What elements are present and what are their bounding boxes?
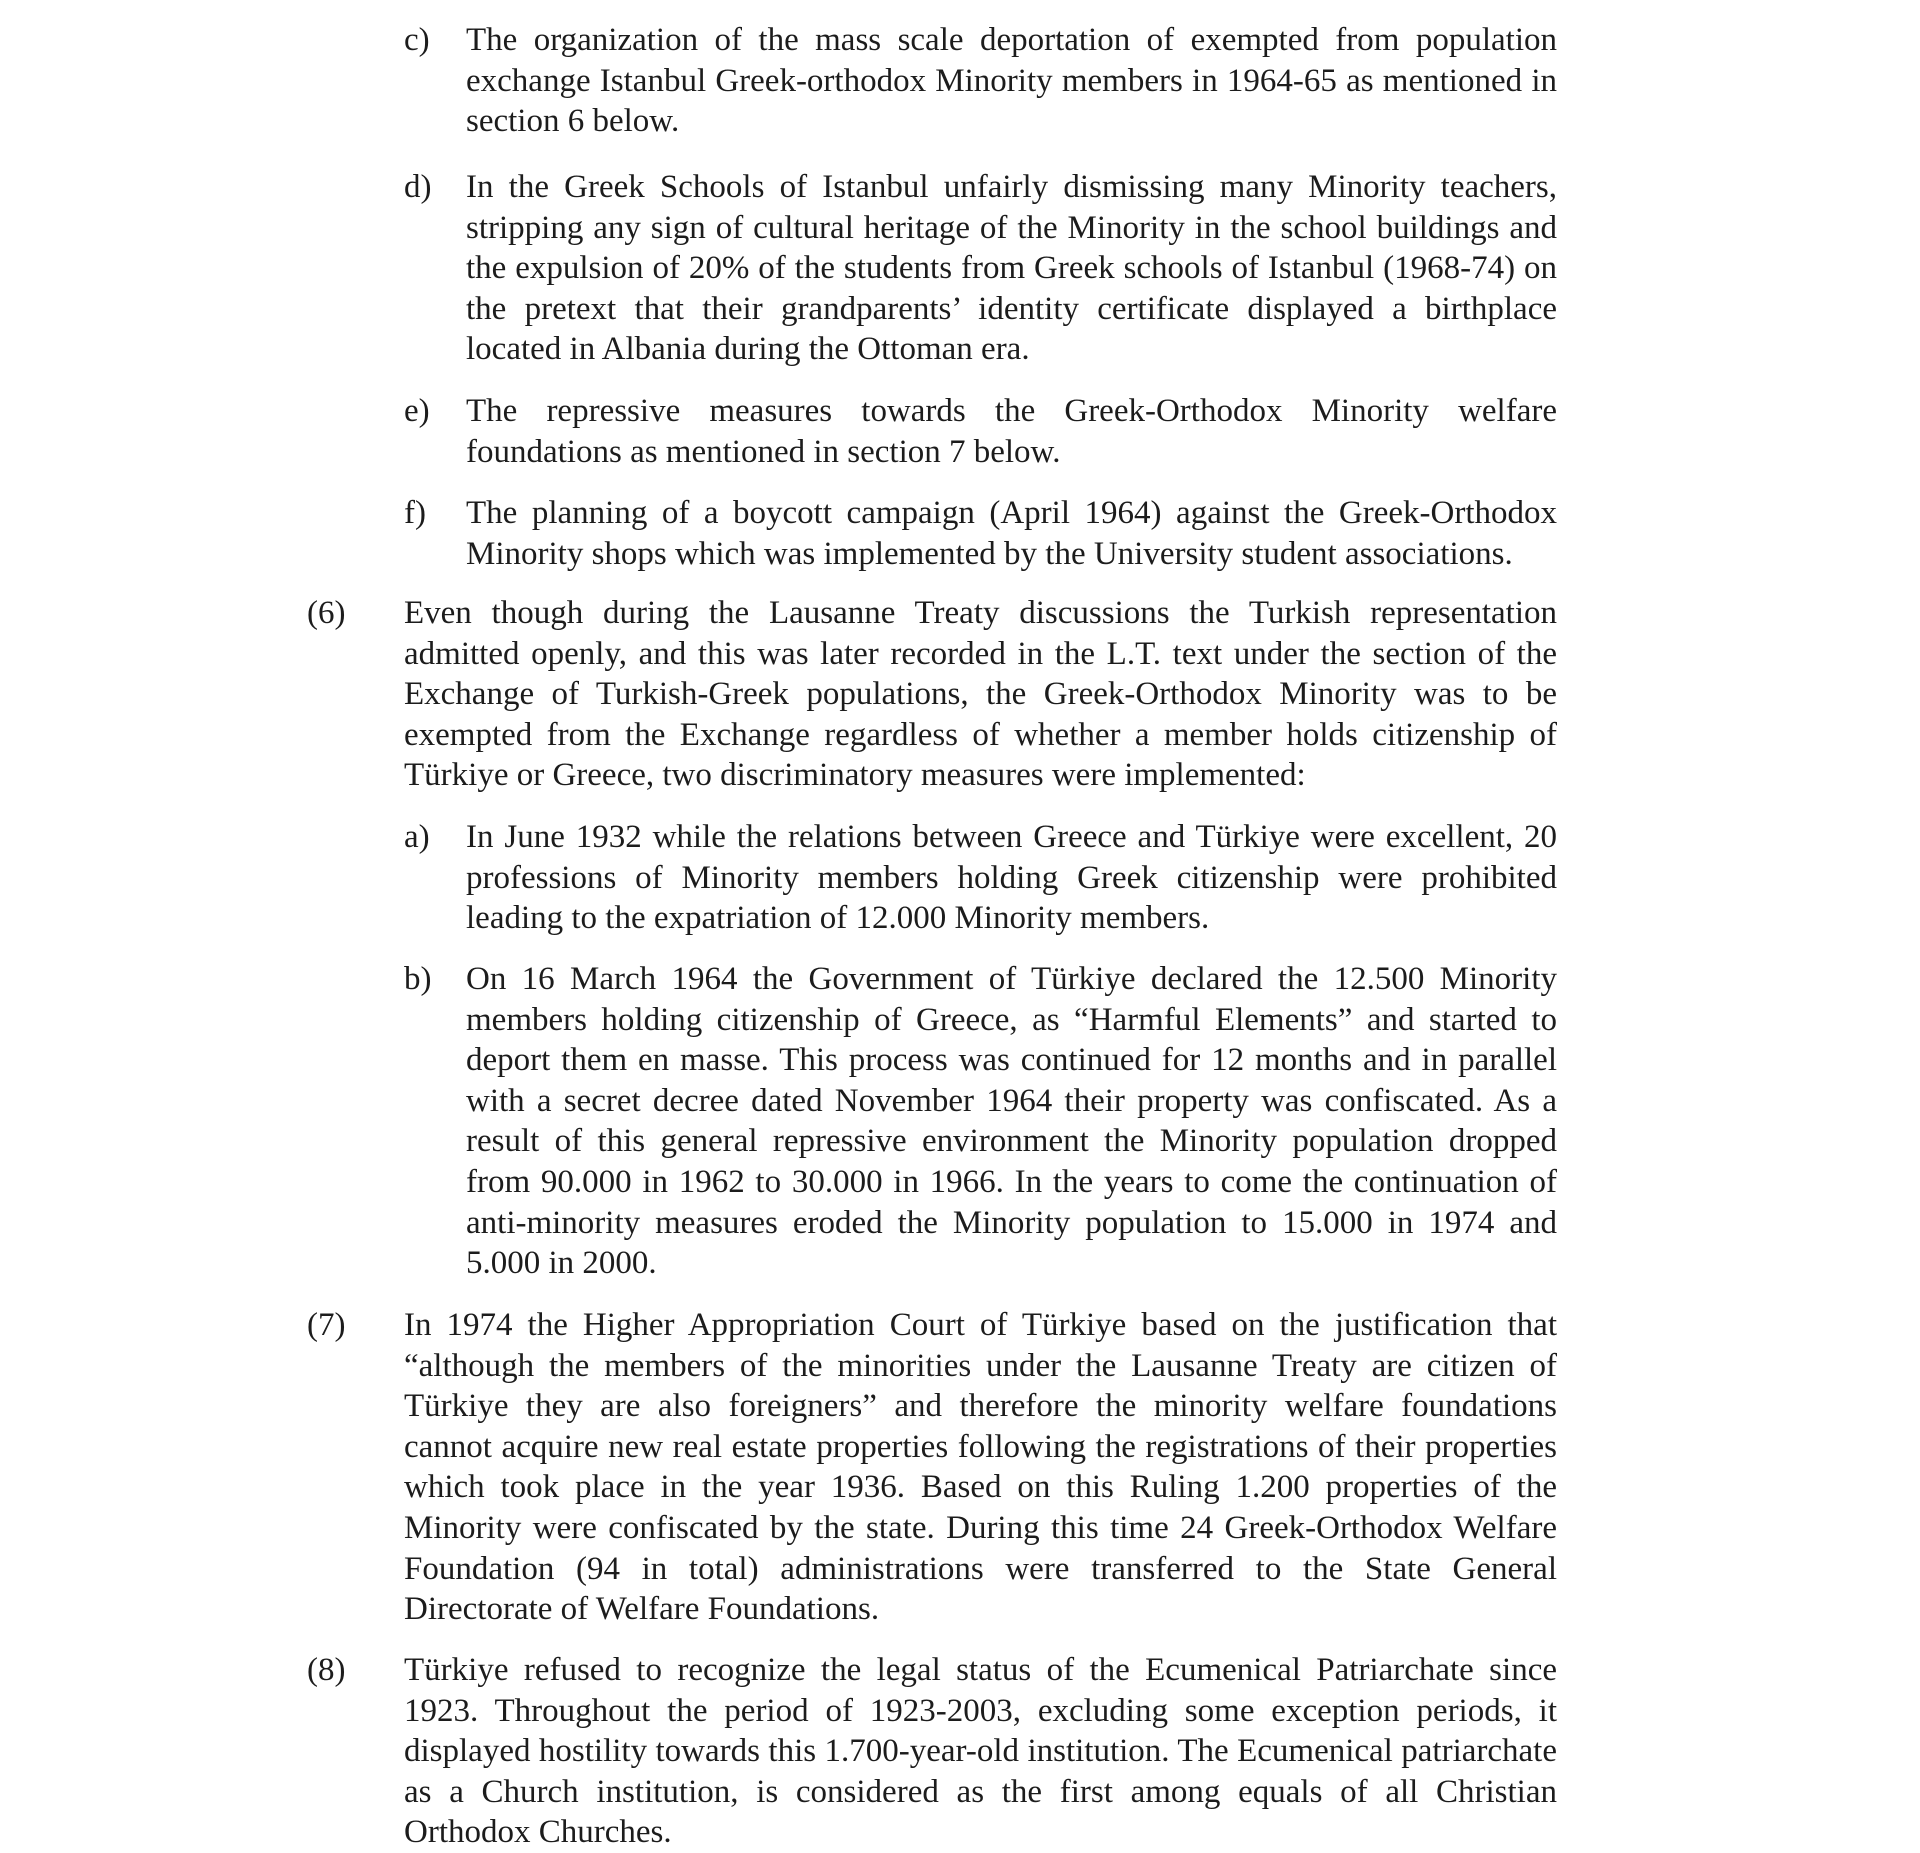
item-text-e: The repressive measures towards the Greek-Orthodox Minority welfare foundations as mentioned in section 7 below. xyxy=(466,393,1557,470)
item-label-f: f) xyxy=(404,495,426,531)
section-number-8: (8) xyxy=(307,1652,346,1688)
item-label-e: e) xyxy=(404,393,430,429)
section-text-8: Türkiye refused to recognize the legal status of the Ecumenical Patriarchate since 1923. Throughout the period of 1923-2003, excluding some exception periods, it displayed hostility towards this 1.700-year-old institution. The Ecumenical patriarchate as a Church institution, is considered as the first among equals of all Christian Orthodox Churches. xyxy=(404,1652,1557,1851)
item-text-c: The organization of the mass scale deportation of exempted from population exchange Istanbul Greek-orthodox Minority members in 1964-65 as mentioned in section 6 below. xyxy=(466,22,1557,140)
item-text-f: The planning of a boycott campaign (April 1964) against the Greek-Orthodox Minority shops which was implemented by the University student associations. xyxy=(466,495,1557,572)
item-label-c: c) xyxy=(404,22,430,58)
item-text-b: On 16 March 1964 the Government of Türkiye declared the 12.500 Minority members holding citizenship of Greece, as “Harmful Elements” and started to deport them en masse. This process was continued for 12 months and in parallel with a secret decree dated November 1964 their property was confiscated. As a result of this general repressive environment the Minority population dropped from 90.000 in 1962 to 30.000 in 1966. In the years to come the continuation of anti-minority measures eroded the Minority population to 15.000 in 1974 and 5.000 in 2000. xyxy=(466,961,1557,1282)
section-text-7: In 1974 the Higher Appropriation Court of Türkiye based on the justification that “although the members of the minorities under the Lausanne Treaty are citizen of Türkiye they are also foreigners” and therefore the minority welfare foundations cannot acquire new real estate properties following the registrations of their properties which took place in the year 1936. Based on this Ruling 1.200 properties of the Minority were confiscated by the state. During this time 24 Greek-Orthodox Welfare Foundation (94 in total) administrations were transferred to the State General Directorate of Welfare Foundations. xyxy=(404,1307,1557,1628)
section-text-6: Even though during the Lausanne Treaty discussions the Turkish representation admitted openly, and this was later recorded in the L.T. text under the section of the Exchange of Turkish-Greek populations, the Greek-Orthodox Minority was to be exempted from the Exchange regardless of whether a member holds citizenship of Türkiye or Greece, two discriminatory measures were implemented: xyxy=(404,595,1557,794)
section-number-6: (6) xyxy=(307,595,346,631)
item-label-b: b) xyxy=(404,961,432,997)
item-label-a: a) xyxy=(404,819,430,855)
item-label-d: d) xyxy=(404,169,432,205)
item-text-d: In the Greek Schools of Istanbul unfairly dismissing many Minority teachers, stripping any sign of cultural heritage of the Minority in the school buildings and the expulsion of 20% of the students from Greek schools of Istanbul (1968-74) on the pretext that their grandparents’ identity certificate displayed a birthplace located in Albania during the Ottoman era. xyxy=(466,169,1557,368)
section-number-7: (7) xyxy=(307,1307,346,1343)
item-text-a: In June 1932 while the relations between Greece and Türkiye were excellent, 20 professions of Minority members holding Greek citizenship were prohibited leading to the expatriation of 12.000 Minority members. xyxy=(466,819,1557,937)
